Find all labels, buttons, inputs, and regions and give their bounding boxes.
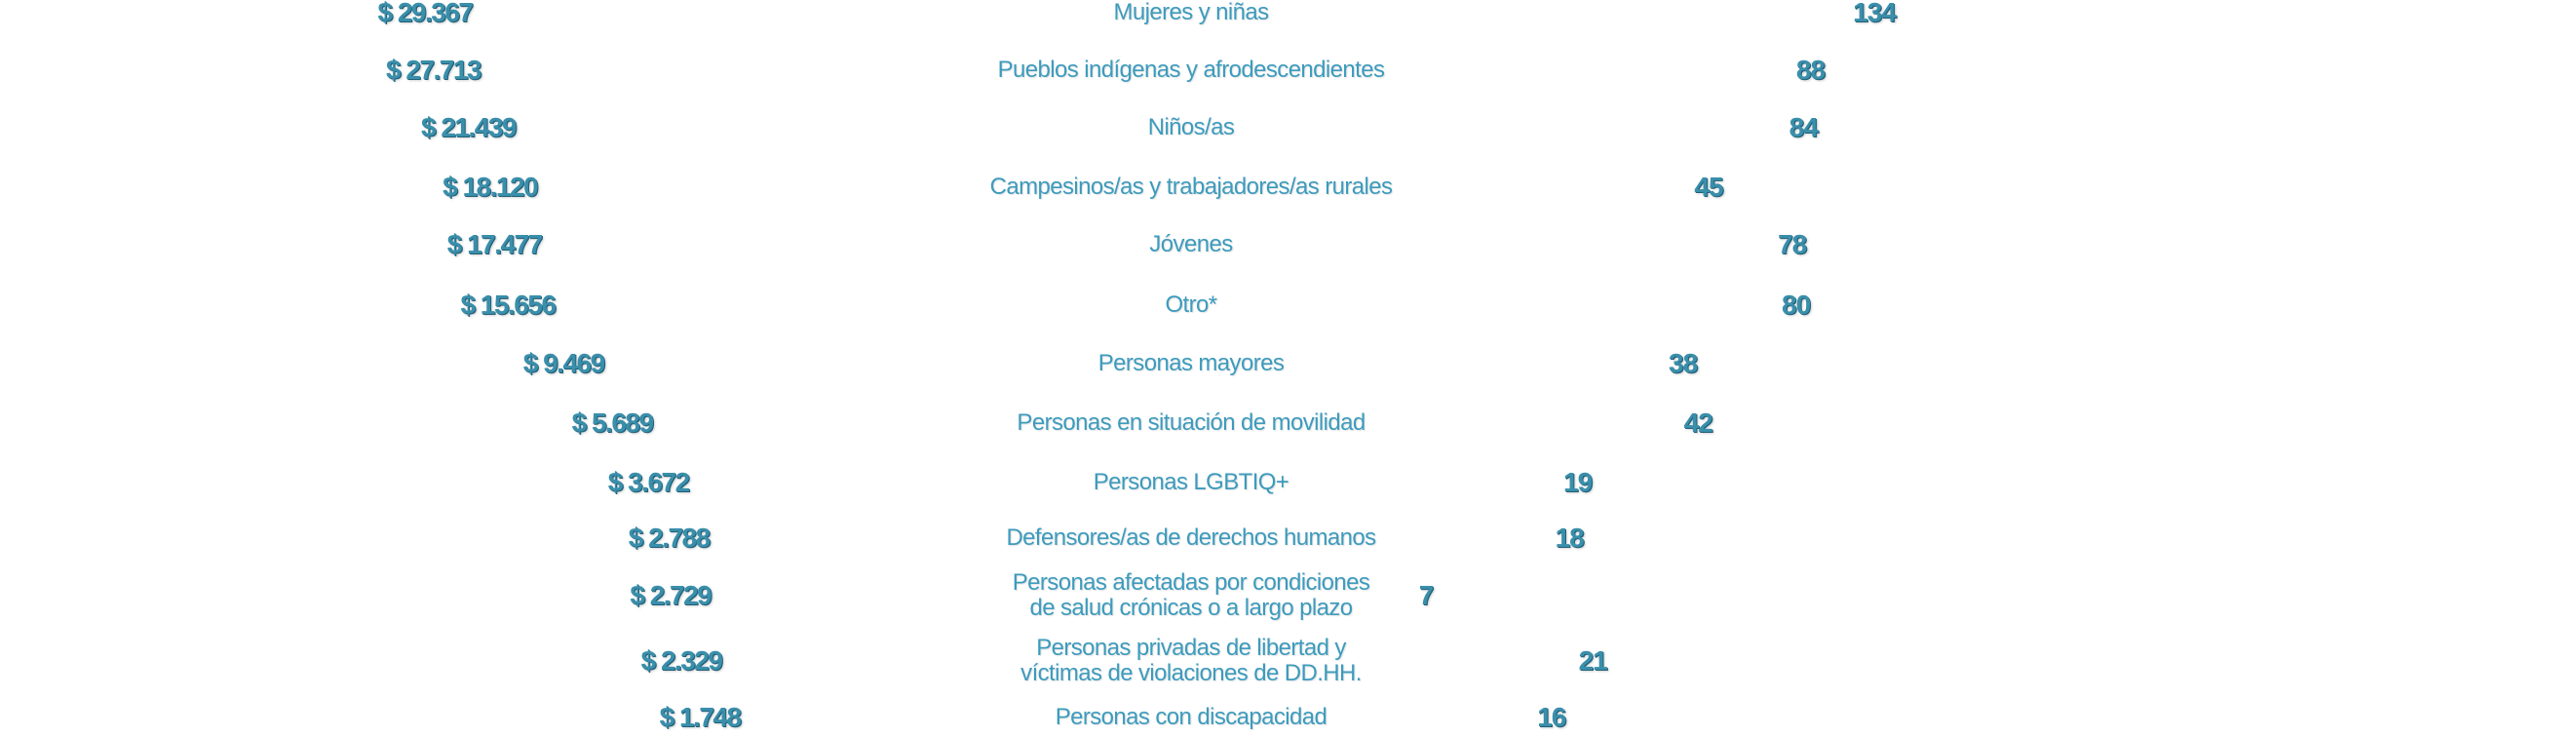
category-label: Personas privadas de libertad y víctimas de violaciones de DD.HH. [1020,635,1362,686]
amount-label: $ 2.329 [640,645,722,676]
count-label: 18 [1555,523,1584,553]
count-label: 16 [1537,702,1566,732]
amount-label: $ 2.788 [628,523,710,553]
count-label: 45 [1694,172,1723,202]
category-label: Mujeres y niñas [1113,0,1269,25]
amount-label: $ 3.672 [607,467,689,497]
category-label: Jóvenes [1149,231,1233,257]
category-label: Personas con discapacidad [1055,704,1327,730]
amount-label: $ 18.120 [442,172,538,202]
count-label: 84 [1788,112,1818,142]
count-label: 80 [1782,290,1811,320]
amount-label: $ 5.689 [571,407,653,438]
category-label: Personas LGBTIQ+ [1093,469,1289,495]
amount-label: $ 9.469 [522,348,604,378]
amount-label: $ 29.367 [377,0,473,27]
category-label: Personas en situación de movilidad [1017,409,1365,436]
amount-label: $ 27.713 [386,55,481,85]
count-label: 7 [1418,580,1434,610]
category-label: Defensores/as de derechos humanos [1006,524,1376,551]
category-label: Personas mayores [1097,350,1285,376]
category-label: Pueblos indígenas y afrodescendientes [997,57,1385,83]
amount-label: $ 21.439 [420,112,516,142]
amount-label: $ 1.748 [659,702,741,732]
amount-label: $ 2.729 [630,580,711,610]
category-label: Campesinos/as y trabajadores/as rurales [989,174,1393,200]
amount-label: $ 17.477 [446,229,542,259]
category-label: Otro* [1165,291,1217,318]
count-label: 78 [1778,229,1807,259]
count-label: 42 [1683,407,1712,438]
count-label: 21 [1578,645,1607,676]
count-label: 38 [1669,348,1698,378]
category-label: Personas afectadas por condiciones de salud crónicas o a largo plazo [1012,569,1370,621]
count-label: 88 [1795,55,1826,85]
amount-label: $ 15.656 [460,290,556,320]
count-label: 134 [1853,0,1896,27]
count-label: 19 [1563,467,1593,497]
category-label: Niños/as [1147,114,1235,140]
